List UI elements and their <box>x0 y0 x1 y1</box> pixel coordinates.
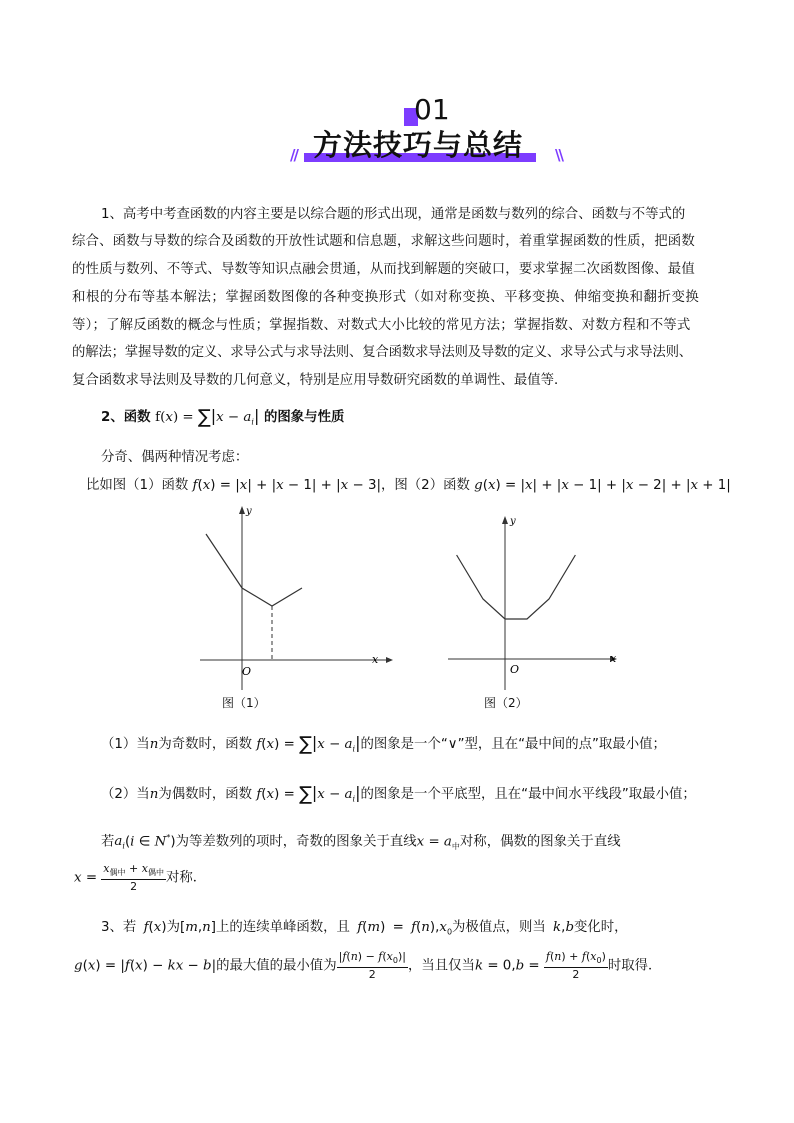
paragraph-line: 1、高考中考查函数的内容主要是以综合题的形式出现，通常是函数与数列的综合、函数与不等式的 <box>101 207 686 222</box>
figure-1-chart <box>190 500 400 720</box>
x-axis-label: x <box>372 653 379 666</box>
decor-slash-left: // <box>290 146 297 164</box>
section-2-item-2: （2）当n为偶数时，函数 $f(x) = \sum|x - a_i|$的图象是一个平底型，且在“最中间水平线段”取最小值； <box>101 783 696 805</box>
section-2-heading: 2、函数 $f(x) = \sum|x - a_i|$ 的图象与性质 <box>101 406 345 428</box>
decor-slash-right: \\ <box>555 146 562 164</box>
section-2-symmetry: x = $\frac{x_{偶中} + x_{偶中}}{2}$ 对称． <box>74 862 207 894</box>
header-number: 01 <box>414 93 450 126</box>
section-2-item-1: （1）当n为奇数时，函数 $f(x) = \sum|x - a_i|$的图象是一个“∨”型，且在“最中间的点”取最小值； <box>101 733 666 755</box>
function-line <box>457 555 576 619</box>
paragraph-line: 和根的分布等基本解法；掌握函数图像的各种变换形式（如对称变换、平移变换、伸缩变换和翻折变换 <box>72 290 700 305</box>
section-3-line-2: g(x) = |f(x) − kx − b|的最大值的最小值为 $\frac{|f(n) - f(x_0)|}{2}$ ，当且仅当k = 0,b = $\frac{f(n) + f(x_0)}{2}$ 时取得． <box>74 950 662 982</box>
section-2-arith: 若$a_i(i$ ∈ N*)为等差数列的项时，奇数的图象关于直线$x = a_中$对称，偶数的图象关于直线 <box>101 833 621 852</box>
header-title: 方法技巧与总结 <box>313 128 524 162</box>
paragraph-line: 等）；了解反函数的概念与性质；掌握指数、对数式大小比较的常见方法；掌握指数、对数方程和不等式 <box>72 318 691 333</box>
section-2-consider: 分奇、偶两种情况考虑： <box>101 450 249 465</box>
figure-1-caption: 图（1） <box>222 696 266 710</box>
y-axis-arrow <box>239 506 245 514</box>
x-axis-label: x <box>610 652 617 665</box>
figure-2-caption: 图（2） <box>484 696 528 710</box>
paragraph-line: 综合、函数与导数的综合及函数的开放性试题和信息题，求解这些问题时，着重掌握函数的性质，把函数 <box>72 234 695 249</box>
y-axis-label: y <box>246 506 252 517</box>
paragraph-line: 的解法；掌握导数的定义、求导公式与求导法则、复合函数求导法则及导数的定义、求导公式与求导法则、 <box>72 345 692 360</box>
origin-label: O <box>510 663 520 676</box>
section-3-line-1: 3、若 f(x)为[m,n]上的连续单峰函数，且 $f(m) = f(n),x_0$为极值点，则当 k,b变化时， <box>101 920 628 937</box>
section-2-example: 比如图（1）函数 f(x) = |x| + |x − 1| + |x − 3|，图（2）函数 g(x) = |x| + |x − 1| + |x − 2| + |x + 1| <box>86 478 731 493</box>
x-axis-arrow <box>386 657 393 663</box>
paragraph-line: 复合函数求导法则及导数的几何意义，特别是应用导数研究函数的单调性、最值等． <box>72 373 568 388</box>
y-axis-arrow <box>502 516 508 524</box>
origin-label: O <box>242 665 252 678</box>
paragraph-line: 的性质与数列、不等式、导数等知识点融会贯通，从而找到解题的突破口，要求掌握二次函数图像、最值 <box>72 262 695 277</box>
figure-2-chart <box>440 510 630 710</box>
function-line <box>206 534 302 606</box>
y-axis-label: y <box>510 516 516 527</box>
